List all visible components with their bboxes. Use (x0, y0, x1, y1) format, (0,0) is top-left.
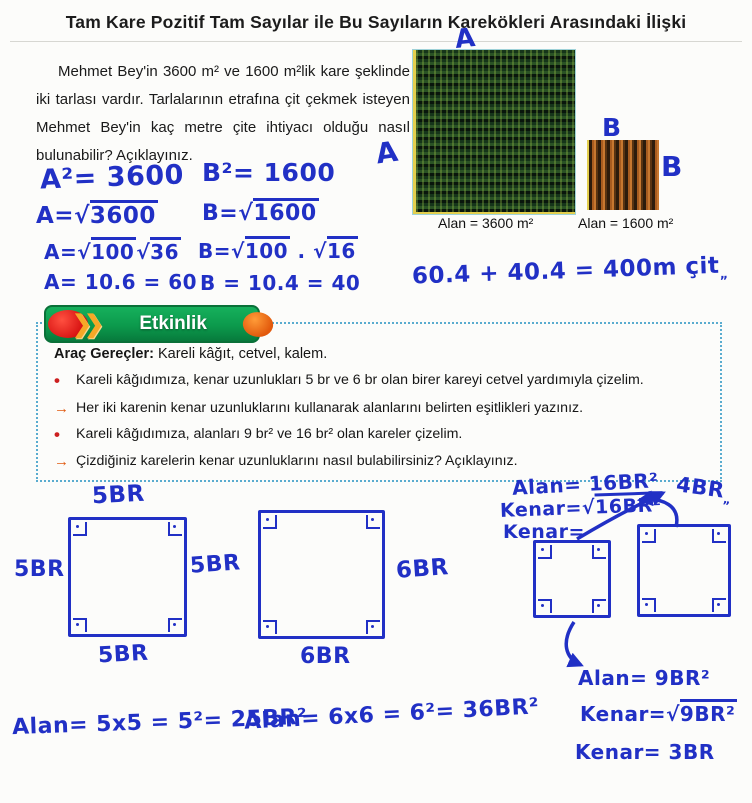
square6-label-right: 6BR (395, 554, 450, 584)
handwritten-eq-a1: A²= 3600 (39, 159, 185, 196)
activity-item-text: Kareli kâğıdımıza, alanları 9 br² ve 16 br² olan kareler çizelim. (76, 426, 463, 442)
note-area16: Alan= 16BR² (511, 468, 660, 500)
square6-label-bottom: 6BR (300, 644, 351, 669)
square-5br (68, 517, 187, 637)
right-angle-mark (642, 598, 656, 612)
right-angle-mark (538, 599, 552, 613)
right-angle-mark (592, 545, 606, 559)
activity-banner-label: Etkinlik (139, 313, 207, 334)
tools-label: Araç Gereçler: (54, 346, 154, 362)
square-9br2 (533, 540, 611, 618)
right-angle-mark (263, 620, 277, 634)
handwritten-eq-b2: B=√1600 (202, 201, 319, 226)
right-angle-mark (73, 522, 87, 536)
page-title: Tam Kare Pozitif Tam Sayılar ile Bu Sayıların Karekökleri Arasındaki İlişki (65, 12, 687, 32)
tools-line (54, 346, 327, 362)
arrow-bullet-icon: → (54, 453, 69, 470)
activity-item-text: Kareli kâğıdımıza, kenar uzunlukları 5 br ve 6 br olan birer kareyi cetvel yardımıyla çizelim. (76, 372, 644, 388)
handwritten-eq-a3: A=√100 √36 (44, 240, 181, 264)
right-angle-mark (366, 620, 380, 634)
right-angle-mark (592, 599, 606, 613)
activity-item-text: Çizdiğiniz karelerin kenar uzunluklarını nasıl bulabilirsiniz? Açıklayınız. (76, 453, 518, 469)
note-side16: Kenar=√16BR² (500, 494, 664, 522)
right-angle-mark (642, 529, 656, 543)
field-b-caption: Alan = 1600 m² (578, 215, 674, 231)
right-angle-mark (263, 515, 277, 529)
handwritten-eq-b3: B=√100 . √16 (198, 239, 358, 263)
handwritten-label-a-side: A (373, 134, 401, 171)
square5-label-right: 5BR (189, 550, 242, 579)
activity-item (54, 372, 704, 389)
note-side16b: Kenar= (503, 521, 585, 543)
arrow-bullet-icon: → (54, 400, 69, 417)
handwritten-fence-total: 60.4 + 40.4 = 400m çit$_„$ (411, 252, 729, 290)
note-area36: Alan= 6x6 = 6²= 36BR² (243, 694, 540, 735)
field-photo-a (413, 50, 575, 214)
note-area9: Alan= 9BR² (578, 666, 711, 690)
square-16br2 (637, 524, 731, 617)
chevron-icon: ❯❯ (72, 310, 97, 338)
tools-text: Kareli kâğıt, cetvel, kalem. (153, 346, 328, 362)
right-angle-mark (538, 545, 552, 559)
right-angle-mark (712, 529, 726, 543)
right-angle-mark (168, 618, 182, 632)
field-a-caption: Alan = 3600 m² (438, 215, 534, 231)
square5-label-bottom: 5BR (97, 640, 150, 669)
activity-item (54, 400, 704, 417)
right-angle-mark (73, 618, 87, 632)
right-angle-mark (168, 522, 182, 536)
handwritten-eq-a2: A=√3600 (36, 203, 158, 229)
note-side9b: Kenar= 3BR (575, 740, 715, 764)
dot-bullet-icon: • (54, 371, 60, 390)
handwritten-label-b-top: B (602, 113, 622, 142)
note-area25: Alan= 5x5 = 5²= 25BR² (11, 704, 308, 741)
square-6br (258, 510, 385, 639)
right-angle-mark (712, 598, 726, 612)
activity-box (36, 322, 722, 482)
title-divider (10, 41, 742, 42)
field-photo-b (587, 140, 659, 210)
activity-banner (44, 305, 260, 343)
square5-label-top: 5BR (91, 480, 146, 510)
square5-label-left: 5BR (14, 557, 65, 582)
handwritten-eq-b1: B²= 1600 (202, 158, 336, 187)
handwritten-eq-b4: B = 10.4 = 40 (200, 271, 361, 295)
handwritten-label-b-side: B (661, 150, 683, 183)
handwritten-label-a-top: A (453, 23, 478, 55)
problem-text: Mehmet Bey'in 3600 m² ve 1600 m²lik kare şeklinde iki tarlası vardır. Tarlalarının etrafına çit çekmek isteyen Mehmet Bey'in kaç metre çite ihtiyacı olduğu nasıl bulunabilir? Açıklayınız. (36, 63, 410, 165)
right-angle-mark (366, 515, 380, 529)
note-4br: $4BR_„$ (674, 472, 733, 507)
handwritten-eq-a4: A= 10.6 = 60 (44, 270, 198, 294)
note-side9: Kenar=√9BR² (580, 702, 737, 726)
activity-item-text: Her iki karenin kenar uzunluklarını kullanarak alanlarını belirten eşitlikleri yazınız. (76, 400, 584, 416)
activity-item (54, 426, 704, 443)
activity-item (54, 453, 704, 470)
dot-bullet-icon: • (54, 425, 60, 444)
